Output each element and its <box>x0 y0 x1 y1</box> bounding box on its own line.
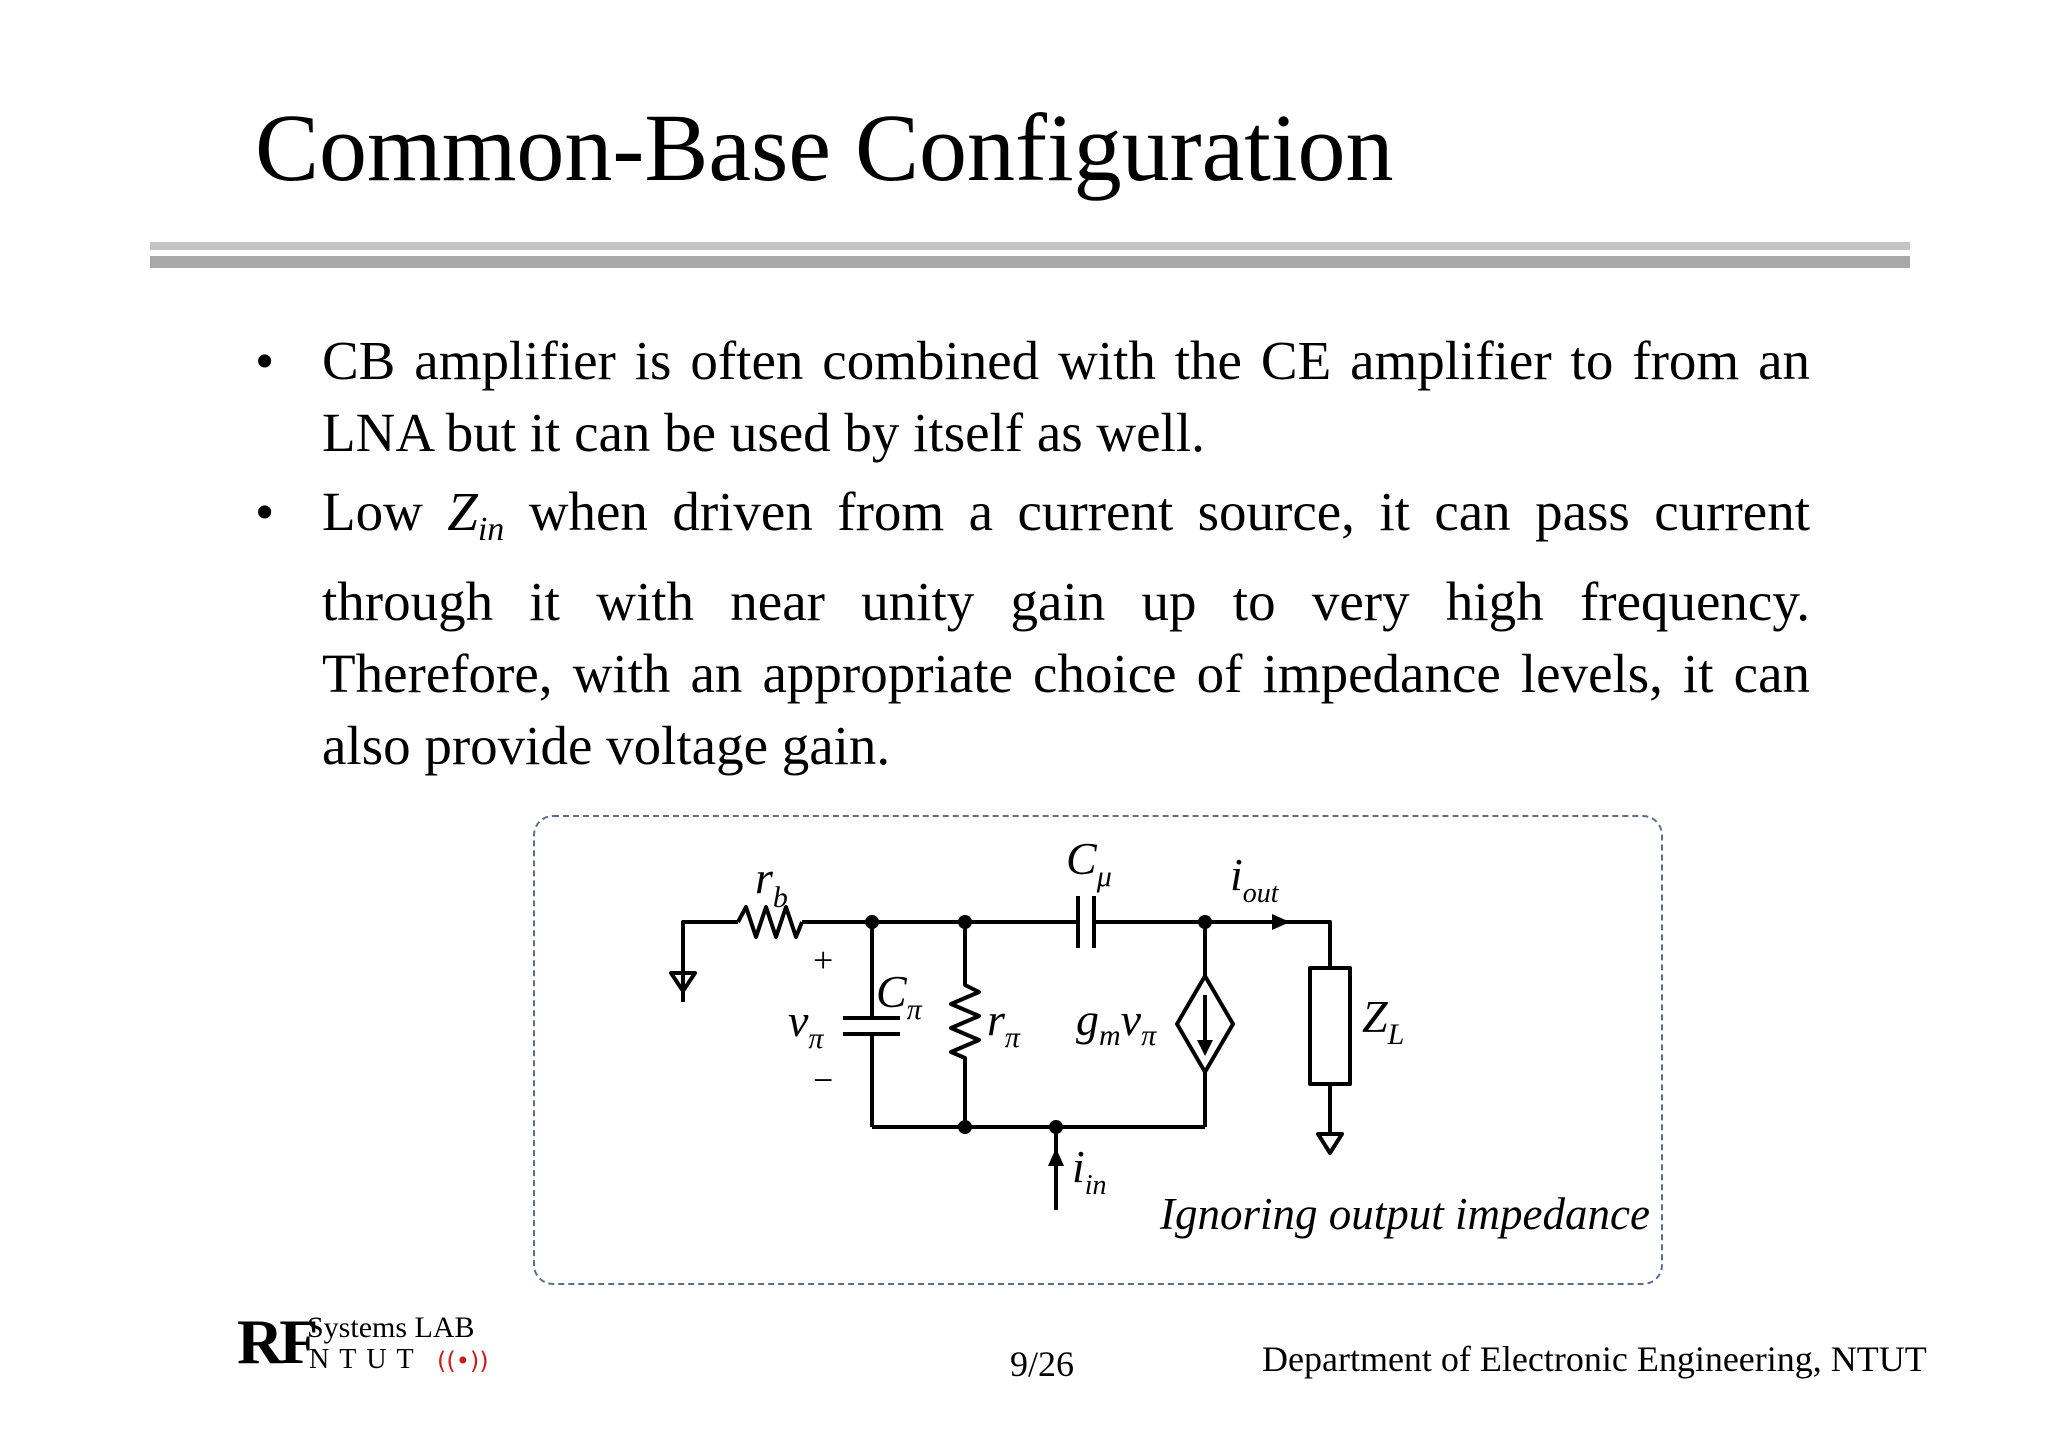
circuit-caption: Ignoring output impedance <box>1160 1189 1650 1239</box>
zin-symbol: Z <box>447 481 478 542</box>
label-vpi: $v_\pi$ <box>788 995 824 1055</box>
node-dot <box>1049 1120 1063 1134</box>
node-dot <box>1198 915 1212 929</box>
label-iin: $i_{in}$ <box>1072 1141 1107 1201</box>
arrow-head-iout <box>1272 914 1290 930</box>
logo-systems-lab-text: Systems LAB <box>307 1311 475 1344</box>
zin-subscript: in <box>477 511 505 549</box>
capacitor-cmu <box>1078 896 1094 948</box>
wire-top-right <box>1094 922 1330 968</box>
ground-symbol-right <box>1318 1134 1342 1153</box>
load-zl <box>1310 968 1350 1084</box>
arrow-head-iin <box>1048 1148 1064 1166</box>
node-dot <box>958 915 972 929</box>
node-dot <box>865 915 879 929</box>
bullet-glyph: • <box>255 481 275 542</box>
resistor-rpi <box>951 922 979 1127</box>
label-cmu: $C_\mu$ <box>1066 833 1112 893</box>
radio-wave-icon: ((•)) <box>437 1347 489 1375</box>
title-divider-bottom <box>150 256 1910 268</box>
resistor-rb <box>738 907 802 937</box>
arrow-head-gm <box>1197 1040 1213 1056</box>
rf-systems-lab-logo <box>237 1306 497 1378</box>
label-cpi: $C_\pi$ <box>876 966 922 1026</box>
title-divider-top <box>150 242 1910 250</box>
label-zl: $Z_L$ <box>1362 991 1405 1051</box>
node-dot <box>958 1120 972 1134</box>
bullet-text-pre: Low <box>322 481 448 542</box>
bullet-text: CB amplifier is often combined with the CE amplifier to from an LNA but it can be used by itself as well. <box>322 330 1810 463</box>
page-number: 9/26 <box>1010 1344 1075 1384</box>
slide-title: Common-Base Configuration <box>255 94 1394 201</box>
label-gm-vpi: $g_mv_\pi$ <box>1076 994 1157 1052</box>
bullet-item <box>255 476 1810 782</box>
label-rb: $r_b$ <box>755 852 788 914</box>
department-footer: Department of Electronic Engineering, NTUT <box>1262 1339 1927 1379</box>
bullet-glyph: • <box>255 330 275 391</box>
bullet-text-post: when driven from a current source, it can pass current through it with near unity gain up to very high frequency. Therefore, with an appropriate choice of impedance levels, it can also provide voltage gain. <box>322 481 1811 777</box>
label-rpi: $r_\pi$ <box>987 994 1020 1054</box>
bullet-item <box>255 325 1810 469</box>
bullet-list <box>255 325 1810 789</box>
label-iout: $i_{out}$ <box>1230 849 1279 909</box>
label-plus: + <box>813 940 834 980</box>
wire-left-ground <box>683 922 738 1002</box>
label-minus: − <box>813 1060 834 1100</box>
logo-rf-mark: RF <box>237 1306 315 1377</box>
capacitor-cpi <box>843 1018 900 1034</box>
logo-ntut-text: NTUT <box>309 1344 424 1375</box>
